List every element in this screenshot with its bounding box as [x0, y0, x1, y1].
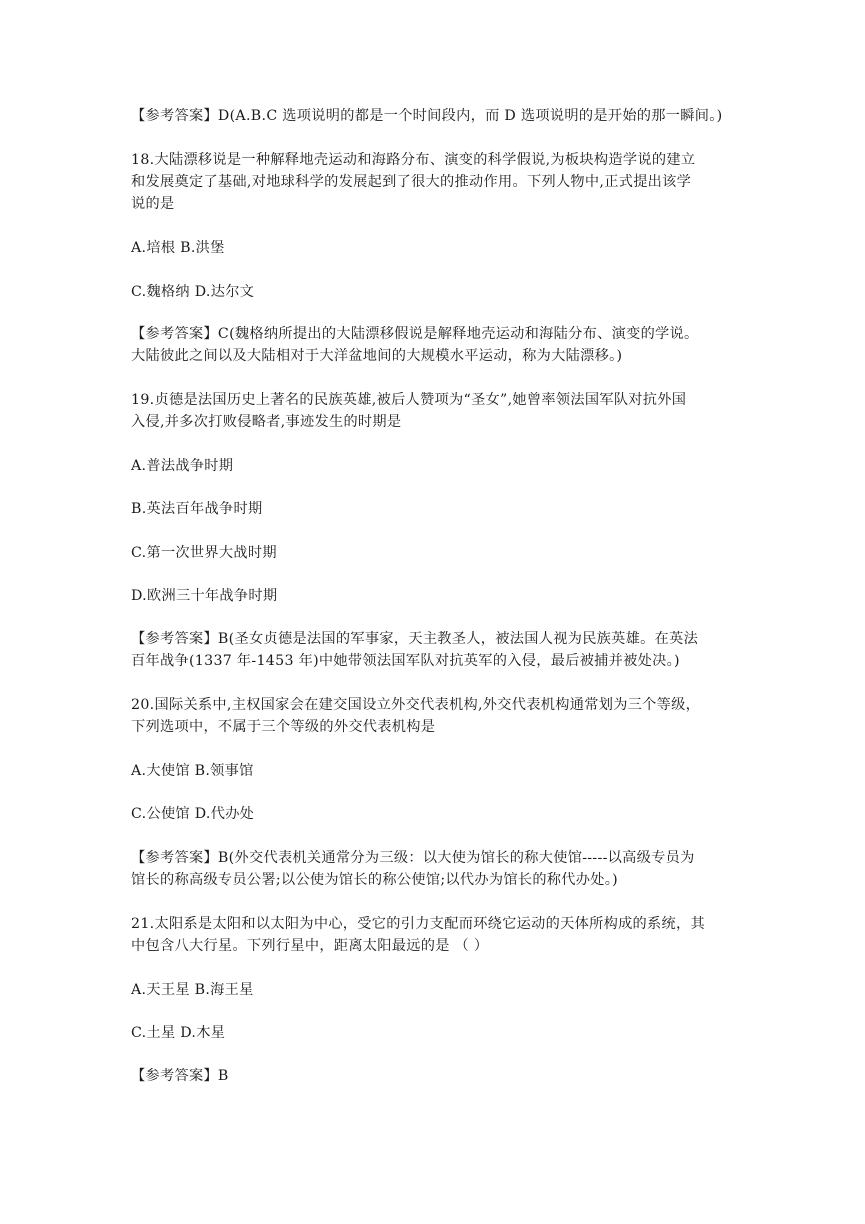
question-19-option-b: B.英法百年战争时期	[131, 501, 263, 517]
question-18-line-3: 说的是	[131, 196, 175, 212]
question-19-line-1: 19.贞德是法国历史上著名的民族英雄,被后人赞项为“圣女”,她曾率领法国军队对抗外国	[131, 392, 687, 408]
answer-20-line-2: 馆长的称高级专员公署;以公使为馆长的称公使馆;以代办为馆长的称代办处。)	[131, 872, 618, 888]
answer-21: 【参考答案】B	[131, 1068, 229, 1084]
question-19-option-c: C.第一次世界大战时期	[131, 545, 277, 561]
question-18-options-cd: C.魏格纳 D.达尔文	[131, 284, 255, 300]
question-18-line-2: 和发展奠定了基础,对地球科学的发展起到了很大的推动作用。下列人物中,正式提出该学	[131, 174, 692, 190]
question-21-options-ab: A.天王星 B.海王星	[131, 982, 254, 998]
question-21-options-cd: C.土星 D.木星	[131, 1025, 226, 1041]
question-19-line-2: 入侵,并多次打败侵略者,事迹发生的时期是	[131, 414, 402, 430]
question-21-line-1: 21.太阳系是太阳和以太阳为中心，受它的引力支配而环绕它运动的天体所构成的系统，其	[131, 916, 705, 932]
answer-18-line-1: 【参考答案】C(魏格纳所提出的大陆漂移假说是解释地壳运动和海陆分布、演变的学说。	[131, 326, 699, 342]
question-20-line-2: 下列选项中，不属于三个等级的外交代表机构是	[131, 719, 436, 735]
question-21-line-2: 中包含八大行星。下列行星中，距离太阳最远的是 （ ）	[131, 938, 489, 954]
question-18-options-ab: A.培根 B.洪堡	[131, 240, 225, 256]
answer-20-line-1: 【参考答案】B(外交代表机关通常分为三级：以大使为馆长的称大使馆-----以高级专员为	[131, 850, 695, 866]
answer-18-line-2: 大陆彼此之间以及大陆相对于大洋盆地间的大规模水平运动，称为大陆漂移。)	[131, 348, 623, 364]
question-18-line-1: 18.大陆漂移说是一种解释地壳运动和海路分布、演变的科学假说,为板块构造学说的建立	[131, 152, 696, 168]
answer-19-line-1: 【参考答案】B(圣女贞德是法国的军事家，天主教圣人，被法国人视为民族英雄。在英法	[131, 631, 699, 647]
question-20-options-ab: A.大使馆 B.领事馆	[131, 763, 254, 779]
question-19-option-a: A.普法战争时期	[131, 458, 234, 474]
answer-17: 【参考答案】D(A.B.C 选项说明的都是一个时间段内，而 D 选项说明的是开始的那一瞬间。)	[131, 108, 723, 124]
question-20-options-cd: C.公使馆 D.代办处	[131, 806, 255, 822]
question-20-line-1: 20.国际关系中,主权国家会在建交国设立外交代表机构,外交代表机构通常划为三个等级，	[131, 697, 701, 713]
question-19-option-d: D.欧洲三十年战争时期	[131, 588, 278, 604]
answer-19-line-2: 百年战争(1337 年-1453 年)中她带领法国军队对抗英军的入侵，最后被捕并被处决。)	[131, 653, 680, 669]
